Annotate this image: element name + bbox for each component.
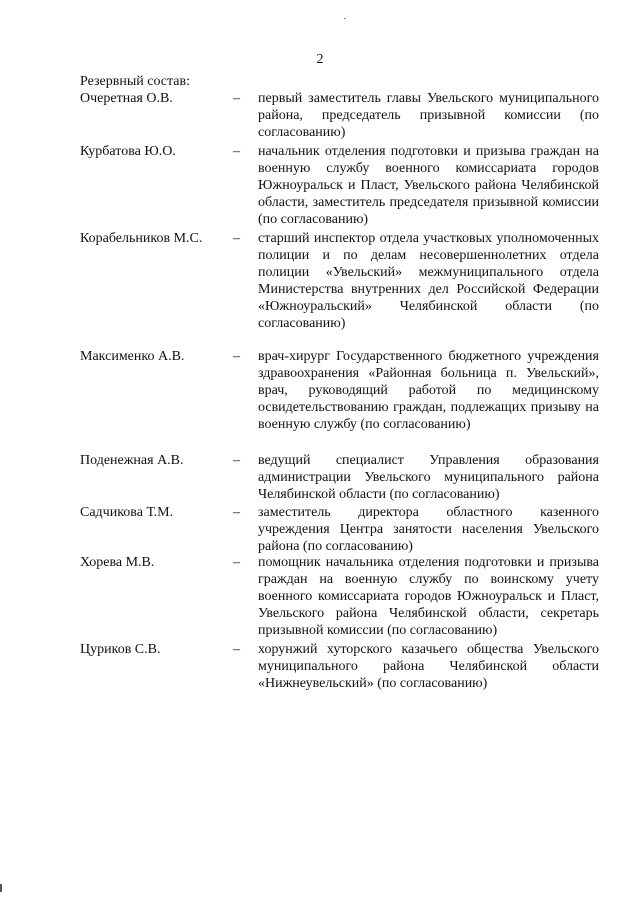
- member-description: первый заместитель главы Увельского муниципального района, председатель призывной комиссии (по согласованию): [258, 91, 599, 140]
- scan-artifact-dot: [344, 18, 346, 19]
- member-description: ведущий специалист Управления образования администрации Увельского муниципального района Челябинской области (по согласованию): [258, 453, 599, 502]
- member-name: Курбатова Ю.О.: [80, 144, 176, 159]
- dash-separator: –: [233, 555, 240, 570]
- member-name: Цуриков С.В.: [80, 642, 161, 657]
- member-name: Поденежная А.В.: [80, 453, 184, 468]
- page-number: 2: [316, 52, 324, 67]
- member-name: Корабельников М.С.: [80, 231, 203, 246]
- dash-separator: –: [233, 505, 240, 520]
- member-description: хорунжий хуторского казачьего общества Увельского муниципального района Челябинской области «Нижнеувельский» (по согласованию): [258, 642, 599, 691]
- dash-separator: –: [233, 642, 240, 657]
- member-name: Садчикова Т.М.: [80, 505, 174, 520]
- member-description: врач-хирург Государственного бюджетного учреждения здравоохранения «Районная больница п. Увельский», врач, руководящий работой по медицинскому освидетельствованию граждан, подлежащих призыву на военную службу (по согласованию): [258, 349, 599, 432]
- member-name: Очеретная О.В.: [80, 91, 173, 106]
- dash-separator: –: [233, 349, 240, 364]
- dash-separator: –: [233, 91, 240, 106]
- member-description: заместитель директора областного казенного учреждения Центра занятости населения Увельского района (по согласованию): [258, 505, 599, 554]
- dash-separator: –: [233, 144, 240, 159]
- scan-edge-mark: [0, 884, 2, 892]
- dash-separator: –: [233, 453, 240, 468]
- member-description: старший инспектор отдела участковых уполномоченных полиции и по делам несовершеннолетних отдела полиции «Увельский» межмуниципального отдела Министерства внутренних дел Российской Федерации «Южноуральский» Челябинской области (по согласованию): [258, 231, 599, 331]
- dash-separator: –: [233, 231, 240, 246]
- member-name: Хорева М.В.: [80, 555, 155, 570]
- member-description: начальник отделения подготовки и призыва граждан на военную службу военного комиссариата городов Южноуральск и Пласт, Увельского района Челябинской области, заместитель председателя призывной комиссии (по согласованию): [258, 144, 599, 227]
- member-name: Максименко А.В.: [80, 349, 185, 364]
- member-description: помощник начальника отделения подготовки и призыва граждан на военную службу по воинскому учету военного комиссариата городов Южноуральск и Пласт, Увельского района Челябинской области, секретарь призывной комиссии (по согласованию): [258, 555, 599, 638]
- section-title: Резервный состав:: [80, 74, 191, 89]
